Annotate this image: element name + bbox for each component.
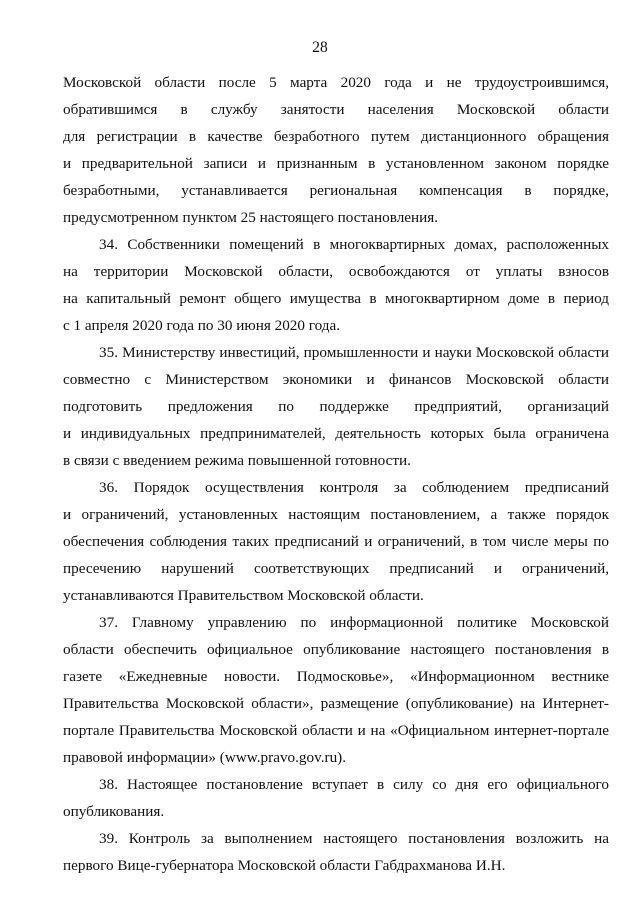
text-line: обратившимся в службу занятости населения Московской области [63,101,609,118]
text-line: устанавливаются Правительством Московской области. [63,587,424,604]
text-line: Правительства Московской области», размещение (опубликование) на Интернет- [63,695,609,712]
paragraph-35 [63,339,609,474]
text-line: и ограничений, установленных настоящим постановлением, а также порядок [63,506,609,523]
paragraph-continuation [63,69,609,231]
text-line: на территории Московской области, освобождаются от уплаты взносов [63,263,609,280]
document-body [63,69,609,879]
text-line: опубликования. [63,803,165,820]
paragraph-39 [63,825,609,879]
text-line: первого Вице-губернатора Московской области Габдрахманова И.Н. [63,857,506,874]
text-line: на капитальный ремонт общего имущества в многоквартирном доме в период [63,290,609,307]
text-line: Московской области после 5 марта 2020 года и не трудоустроившимся, [63,74,609,91]
text-line: обеспечения соблюдения таких предписаний и ограничений, в том числе меры по [63,533,609,550]
text-line: и предварительной записи и признанным в установленном законом порядке [63,155,609,172]
text-line: правовой информации» (www.pravo.gov.ru). [63,749,347,766]
text-line: 35. Министерству инвестиций, промышленности и науки Московской области [99,344,609,361]
page-number: 28 [312,39,328,56]
text-line: для регистрации в качестве безработного путем дистанционного обращения [63,128,609,145]
text-line: портале Правительства Московской области и на «Официальном интернет-портале [63,722,609,739]
paragraph-37 [63,609,609,771]
text-line: с 1 апреля 2020 года по 30 июня 2020 года. [63,317,341,334]
text-line: области обеспечить официальное опубликование настоящего постановления в [63,641,609,658]
paragraph-34 [63,231,609,339]
text-line: 37. Главному управлению по информационной политике Московской [99,614,609,631]
text-line: 39. Контроль за выполнением настоящего постановления возложить на [99,830,609,847]
text-line: 36. Порядок осуществления контроля за соблюдением предписаний [99,479,609,496]
text-line: безработными, устанавливается региональная компенсация в порядке, [63,182,609,199]
text-line: 34. Собственники помещений в многоквартирных домах, расположенных [99,236,609,253]
text-line: в связи с введением режима повышенной готовности. [63,452,411,469]
paragraph-38 [63,771,609,825]
text-line: газете «Ежедневные новости. Подмосковье», «Информационном вестнике [63,668,609,685]
text-line: подготовить предложения по поддержке предприятий, организаций [63,398,609,415]
text-line: пресечению нарушений соответствующих предписаний и ограничений, [63,560,609,577]
text-line: совместно с Министерством экономики и финансов Московской области [63,371,609,388]
paragraph-36 [63,474,609,609]
text-line: 38. Настоящее постановление вступает в силу со дня его официального [99,776,609,793]
text-line: предусмотренном пунктом 25 настоящего постановления. [63,209,439,226]
text-line: и индивидуальных предпринимателей, деятельность которых была ограничена [63,425,609,442]
